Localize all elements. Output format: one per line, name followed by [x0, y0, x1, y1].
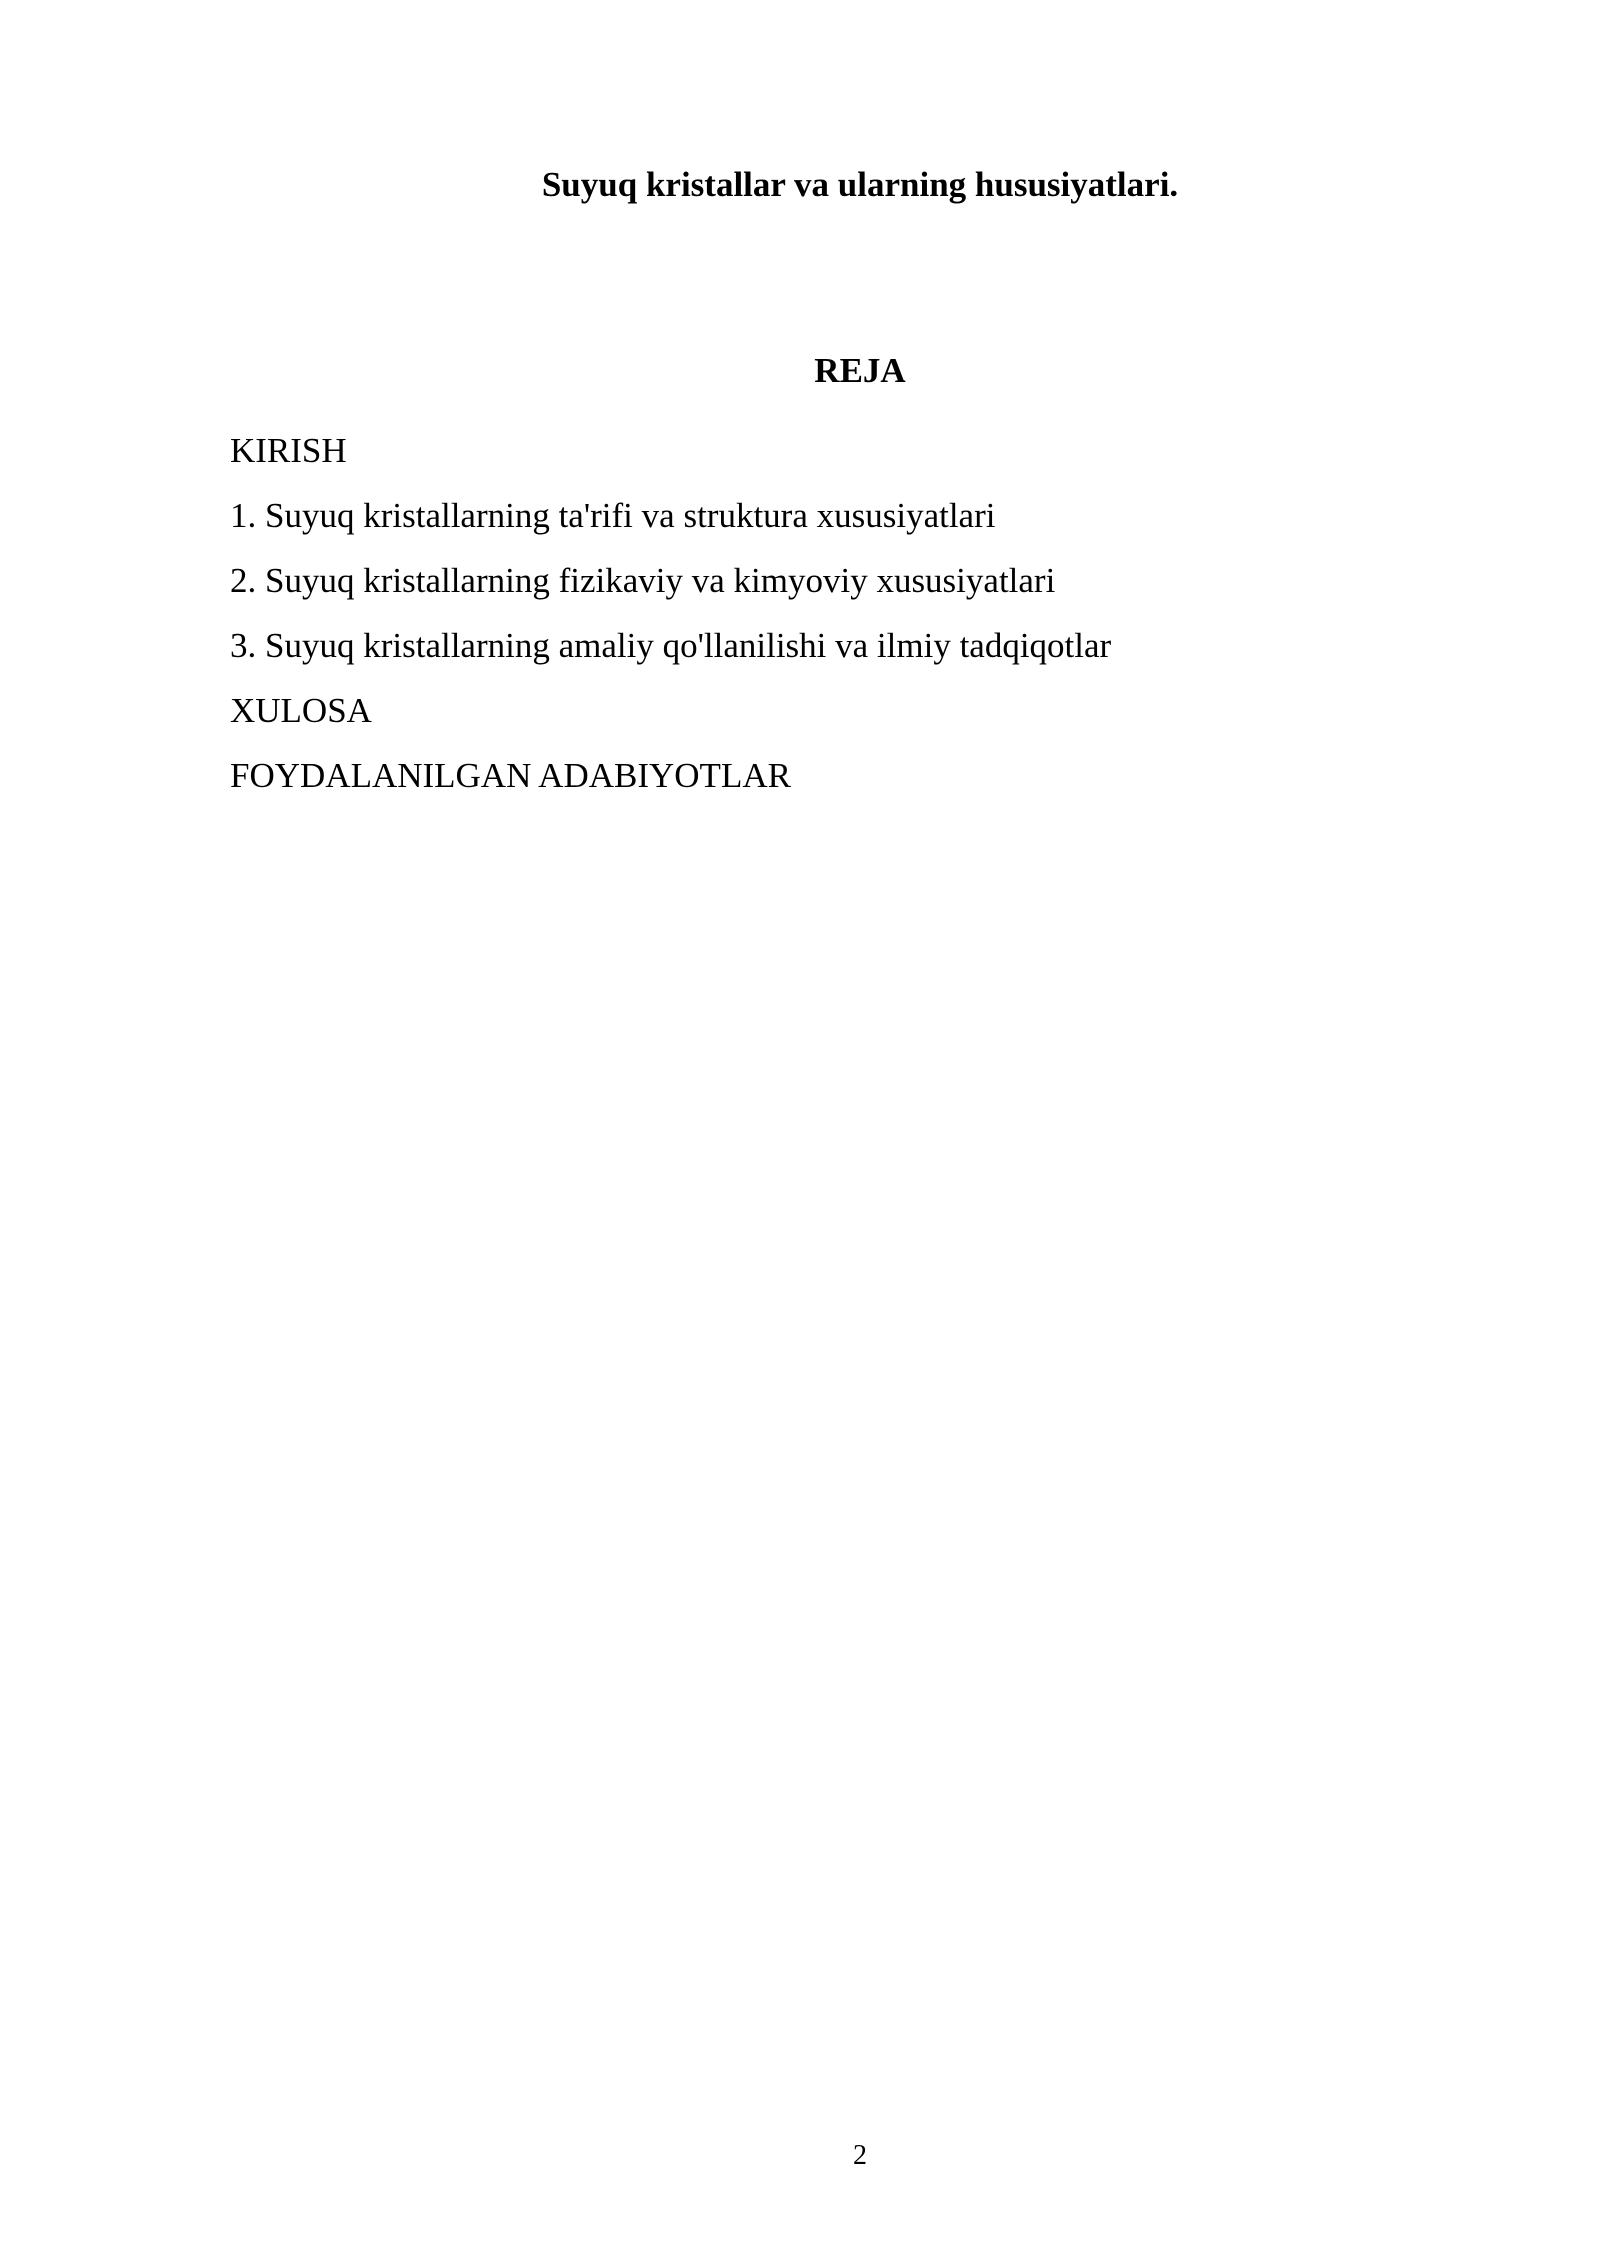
page-number: 2 [853, 2140, 867, 2171]
plan-list [230, 418, 1490, 808]
plan-item-1: 1. Suyuq kristallarning ta'rifi va struktura xususiyatlari [230, 496, 996, 535]
plan-item-3: 3. Suyuq kristallarning amaliy qo'llanilishi va ilmiy tadqiqotlar [230, 626, 1112, 665]
plan-item-2: 2. Suyuq kristallarning fizikaviy va kimyoviy xususiyatlari [230, 561, 1056, 600]
document-title: Suyuq kristallar va ularning hususiyatlari. [541, 165, 1179, 204]
plan-heading: REJA [814, 351, 906, 390]
plan-item-conclusion: XULOSA [230, 691, 372, 730]
plan-item-introduction: KIRISH [230, 431, 347, 470]
plan-item-references: FOYDALANILGAN ADABIYOTLAR [230, 756, 791, 795]
